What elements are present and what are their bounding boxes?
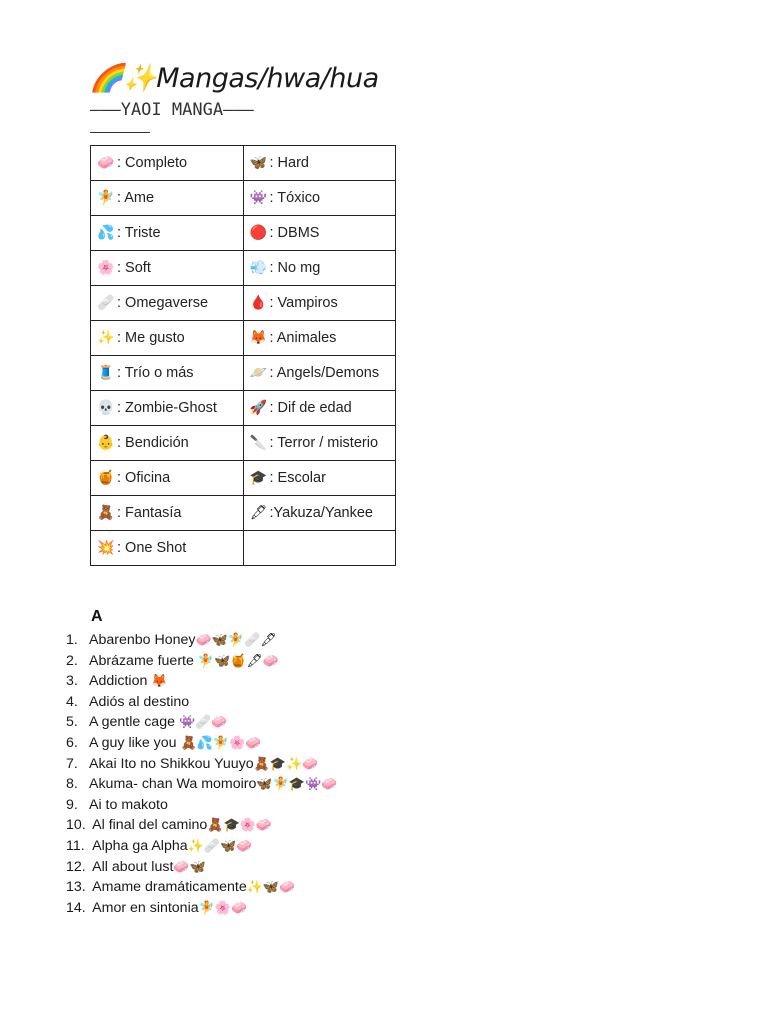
legend-cell: [91, 146, 244, 181]
legend-label: : Me gusto: [117, 330, 185, 346]
legend-icon: 👶: [97, 435, 115, 451]
manga-tags: 🧸🎓🌸🧼: [207, 818, 273, 834]
legend-icon: 🎓: [249, 470, 267, 486]
legend-label: : Soft: [117, 260, 151, 276]
legend-cell: [91, 321, 244, 356]
legend-label: : Hard: [269, 155, 309, 171]
legend-row: [91, 356, 396, 391]
legend-row: [91, 496, 396, 531]
legend-row: [91, 216, 396, 251]
list-item: [66, 877, 337, 898]
list-item: [66, 857, 337, 878]
legend-row: [91, 286, 396, 321]
list-number: 6.: [66, 734, 78, 751]
manga-tags: 🧚🌸🧼: [198, 900, 248, 916]
legend-cell: [243, 286, 396, 321]
legend-icon: 🩸: [249, 295, 267, 311]
manga-title: Amor en sintonia: [89, 899, 199, 916]
legend-label: : Vampiros: [269, 295, 338, 311]
legend-icon: 🪐: [249, 365, 267, 381]
legend-cell: [243, 356, 396, 391]
manga-title: Addiction: [89, 673, 152, 690]
manga-tags: 🧼🦋: [173, 859, 206, 875]
legend-label: : Animales: [269, 330, 337, 346]
manga-tags: ✨🦋🧼: [246, 880, 296, 896]
legend-row: [91, 181, 396, 216]
legend-row: [91, 321, 396, 356]
list-item: [66, 630, 337, 651]
list-number: 1.: [66, 632, 78, 648]
list-number: 8.: [66, 776, 78, 793]
legend-icon: 🔪: [249, 435, 267, 451]
manga-tags: 🧸💦🧚🌸🧼: [180, 735, 262, 751]
legend-cell: [91, 461, 244, 496]
manga-tags: 🧚🦋🍯🖋🧼: [197, 653, 280, 669]
legend-icon: 🧵: [97, 365, 115, 381]
list-item: [66, 815, 337, 836]
list-number: 14.: [66, 899, 86, 916]
legend-cell: [91, 391, 244, 426]
legend-cell: [243, 496, 396, 531]
list-number: 10.: [66, 817, 86, 834]
legend-icon: 🌸: [97, 260, 115, 276]
legend-cell: [243, 391, 396, 426]
manga-title: All about lust: [89, 858, 174, 875]
legend-label: : Zombie-Ghost: [117, 400, 217, 416]
legend-icon: 👾: [249, 190, 267, 206]
legend-label: : Completo: [117, 155, 188, 171]
page-title: 🌈✨Mangas/hwa/hua: [90, 63, 379, 94]
list-number: 3.: [66, 673, 78, 690]
legend-label: : Ame: [117, 190, 155, 206]
legend-cell: [243, 146, 396, 181]
legend-cell: [91, 251, 244, 286]
legend-row: [91, 426, 396, 461]
list-number: 12.: [66, 858, 86, 875]
list-item: [66, 898, 337, 919]
manga-title: Ai to makoto: [89, 796, 168, 813]
legend-cell: [91, 531, 244, 566]
legend-icon: 🔴: [249, 225, 267, 241]
manga-tags: 🧸🎓✨🧼: [253, 756, 319, 772]
legend-icon: 🚀: [249, 400, 267, 416]
divider: [90, 132, 150, 133]
legend-label: : DBMS: [269, 225, 320, 241]
manga-tags: 🦊: [151, 674, 168, 690]
manga-title: Akai Ito no Shikkou Yuuyo: [89, 755, 254, 772]
list-item: [66, 795, 337, 816]
legend-label: : Fantasía: [117, 505, 182, 521]
manga-title: Adiós al destino: [89, 693, 190, 710]
legend-row: [91, 251, 396, 286]
legend-cell: [91, 286, 244, 321]
section-letter: A: [91, 608, 103, 625]
legend-label: :Yakuza/Yankee: [269, 505, 373, 521]
legend-cell: [243, 321, 396, 356]
list-item: [66, 692, 337, 713]
legend-icon: ✨: [97, 330, 115, 346]
manga-tags: 🧼🦋🧚🩹🖋: [195, 633, 277, 648]
legend-icon: 🖋: [249, 505, 268, 521]
legend-cell: [243, 216, 396, 251]
manga-title: Abrázame fuerte: [89, 652, 198, 669]
list-number: 4.: [66, 693, 78, 710]
legend-row: [91, 391, 396, 426]
list-number: 7.: [66, 755, 78, 772]
legend-cell: [243, 426, 396, 461]
legend-icon: 🧸: [97, 505, 115, 521]
legend-icon: 🦊: [249, 330, 267, 346]
legend-table: [90, 145, 396, 566]
list-item: [66, 774, 337, 795]
list-item: [66, 671, 337, 692]
list-number: 11.: [66, 837, 85, 854]
legend-label: : Dif de edad: [269, 400, 352, 416]
manga-title: Amame dramáticamente: [89, 879, 247, 896]
legend-cell: [91, 216, 244, 251]
legend-label: : Terror / misterio: [269, 435, 379, 451]
legend-label: : Angels/Demons: [269, 365, 380, 381]
legend-icon: 💥: [97, 540, 115, 556]
manga-title: Akuma- chan Wa momoiro: [89, 776, 257, 793]
legend-icon: 🧼: [97, 155, 115, 171]
list-item: [66, 712, 337, 733]
legend-cell: [91, 181, 244, 216]
legend-label: : Oficina: [117, 470, 171, 486]
manga-title: Alpha ga Alpha: [89, 837, 188, 854]
legend-cell: [243, 181, 396, 216]
legend-label: : Tóxico: [269, 190, 321, 206]
page-subtitle: ———YAOI MANGA———: [90, 100, 254, 120]
legend-cell: [243, 531, 396, 566]
legend-icon: 💦: [97, 225, 115, 241]
list-number: 13.: [66, 879, 86, 896]
legend-icon: 🩹: [97, 295, 115, 311]
manga-title: Al final del camino: [89, 817, 208, 834]
list-item: [66, 651, 337, 672]
list-number: 2.: [66, 652, 78, 669]
list-number: 9.: [66, 796, 78, 813]
legend-row: [91, 531, 396, 566]
manga-tags: 🦋🧚🎓👾🧼: [256, 777, 338, 793]
legend-cell: [91, 356, 244, 391]
legend-cell: [243, 251, 396, 286]
manga-title: A gentle cage: [89, 714, 179, 731]
legend-icon: 🦋: [249, 155, 267, 171]
legend-cell: [243, 461, 396, 496]
list-item: [66, 836, 337, 857]
manga-title: Abarenbo Honey: [89, 632, 196, 648]
legend-label: : Bendición: [117, 435, 189, 451]
list-item: [66, 754, 337, 775]
legend-label: : Escolar: [269, 470, 326, 486]
legend-icon: 💨: [249, 260, 267, 276]
legend-row: [91, 461, 396, 496]
legend-icon: 💀: [97, 400, 115, 416]
list-number: 5.: [66, 714, 78, 731]
manga-list: [66, 630, 337, 918]
list-item: [66, 733, 337, 754]
manga-tags: ✨🩹🦋🧼: [187, 838, 253, 854]
manga-title: A guy like you: [89, 734, 181, 751]
legend-icon: 🍯: [97, 470, 115, 486]
manga-tags: 👾🩹🧼: [178, 715, 228, 731]
legend-label: : No mg: [269, 260, 321, 276]
legend-label: : Omegaverse: [117, 295, 209, 311]
legend-cell: [91, 426, 244, 461]
legend-icon: 🧚: [97, 190, 115, 206]
legend-cell: [91, 496, 244, 531]
legend-label: : Trío o más: [117, 365, 194, 381]
legend-label: : One Shot: [117, 540, 187, 556]
legend-row: [91, 146, 396, 181]
legend-label: : Triste: [117, 225, 161, 241]
